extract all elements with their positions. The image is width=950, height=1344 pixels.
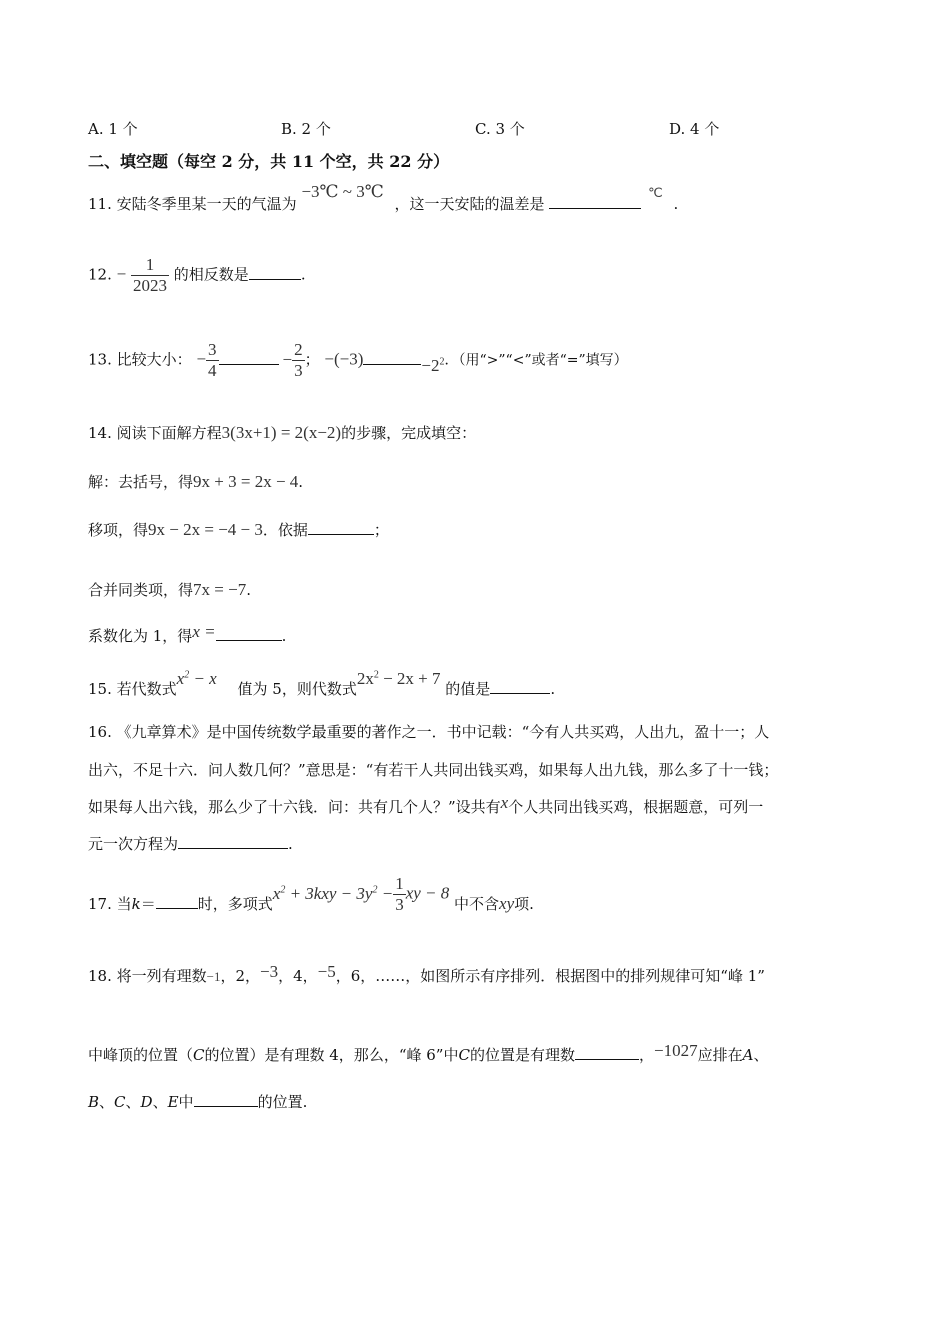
q12-end: . [300, 265, 306, 284]
q18-letter-d: D [140, 1093, 153, 1111]
q14-step2-end: ； [373, 521, 389, 539]
q13-separator: ； [304, 350, 320, 369]
q13-expression-2 [421, 356, 444, 375]
q17-number: 17. [88, 894, 112, 913]
option-a: A. 1 个 [88, 120, 138, 138]
q13-frac1-denominator: 4 [208, 361, 217, 380]
question-15 [88, 665, 555, 697]
q13-frac1-numerator: 3 [208, 340, 217, 359]
q17-poly-minus: − [377, 883, 394, 903]
q13-answer-blank-2[interactable] [363, 350, 421, 365]
q14-step1-equation: 9x + 3 = 2x − 4 [193, 472, 299, 491]
q14-step4-end: . [281, 627, 287, 645]
q17-equals: ＝ [140, 894, 156, 913]
question-13 [88, 340, 628, 386]
q18-line2-c: 的位置是有理数 [469, 1046, 575, 1064]
q16-equation-blank[interactable] [178, 834, 288, 849]
q18-letter-e: E [167, 1093, 179, 1111]
q17-poly-exp-1: 2 [280, 883, 286, 895]
q18-letter-a: A [742, 1046, 754, 1064]
q17-variable-k: k [131, 894, 141, 913]
q15-expression-1 [177, 669, 217, 688]
q16-line-1: 16. 《九章算术》是中国传统数学最重要的著作之一．书中记载：“今有人共买鸡，人出九，盈十一；人 [88, 723, 770, 741]
q18-line2-e: 应排在 [697, 1046, 743, 1064]
q11-end: . [673, 195, 679, 213]
q11-number: 11. [88, 195, 112, 213]
q13-expr2-exponent: 2 [439, 355, 445, 367]
q16-line-3 [88, 793, 764, 817]
q18-line-2 [88, 1041, 769, 1065]
q17-poly-exp-2: 2 [372, 883, 378, 895]
q14-step-4 [88, 622, 287, 646]
q17-text-1: 当 [116, 894, 132, 913]
q14-step3-end: . [246, 581, 251, 599]
q17-text-3: 中不含 [454, 894, 500, 913]
q12-fraction [131, 255, 169, 296]
q12-text: 的相反数是 [173, 265, 249, 284]
q14-text-1: 阅读下面解方程 [116, 424, 222, 442]
q13-note: ．（用“>”“<”或者“=”填写） [444, 352, 628, 369]
q13-fraction-2 [292, 340, 305, 381]
q15-expr2-exponent: 2 [373, 669, 379, 680]
q14-equation: 3(3x+1) = 2(x−2) [221, 423, 342, 442]
q14-step-3 [88, 580, 251, 600]
q18-line1-b: ，2， [220, 967, 261, 985]
q18-letter-c-1: C [193, 1046, 205, 1064]
q18-number-neg1: −1 [206, 969, 221, 984]
q13-expr2-base: −2 [421, 355, 440, 375]
q12-fraction-numerator: 1 [145, 255, 155, 274]
q14-step-2 [88, 520, 389, 540]
option-b: B. 2 个 [281, 120, 331, 138]
q17-answer-blank[interactable] [156, 894, 198, 909]
q15-expression-2 [357, 669, 441, 688]
q12-fraction-denominator: 2023 [133, 276, 168, 295]
q18-number-neg3: −3 [260, 962, 279, 981]
q18-peak6-blank[interactable] [575, 1045, 639, 1060]
q18-line3-mid: 中 [178, 1093, 194, 1111]
q18-position-blank[interactable] [194, 1092, 258, 1107]
question-12 [88, 255, 306, 301]
q18-line3-end: 的位置. [257, 1093, 308, 1111]
q14-step2-equation: 9x − 2x = −4 − 3 [148, 520, 263, 539]
q16-line-4 [88, 834, 293, 854]
q14-number: 14. [88, 424, 112, 442]
q18-sep-3: 、 [152, 1093, 168, 1111]
q15-expr1-rest: − x [189, 668, 217, 688]
q14-step2-mid: ．依据 [262, 521, 308, 539]
question-17 [88, 874, 534, 920]
q15-expr1-base: x [176, 668, 185, 688]
q15-expr2-base: 2x [356, 668, 374, 688]
q18-line2-f: 、 [753, 1046, 769, 1064]
q15-answer-blank[interactable] [490, 679, 550, 694]
question-11 [88, 182, 679, 226]
q14-step1-text: 解：去括号，得 [88, 473, 194, 491]
q14-step3-text: 合并同类项，得 [88, 581, 194, 599]
q18-line2-d: ， [638, 1046, 654, 1064]
q15-expr2-rest: − 2x + 7 [378, 668, 441, 688]
q16-line4-text: 元一次方程为 [88, 835, 179, 853]
q17-polynomial [273, 884, 393, 903]
q15-text-1: 若代数式 [116, 679, 177, 698]
q13-expression-1: −(−3) [324, 349, 364, 369]
option-c: C. 3 个 [475, 120, 525, 138]
q14-x-value-blank[interactable] [216, 626, 282, 641]
q15-text-2: 值为 5，则代数式 [237, 679, 357, 698]
q18-number-neg1027: −1027 [653, 1041, 698, 1060]
option-d: D. 4 个 [669, 120, 720, 138]
q14-step3-equation: 7x = −7 [193, 580, 247, 599]
q14-basis-blank[interactable] [308, 520, 374, 535]
q17-poly-x: x [272, 883, 281, 903]
q18-sep-1: 、 [99, 1093, 115, 1111]
q16-end: . [288, 835, 293, 853]
question-14 [88, 423, 476, 443]
q16-variable-x: x [500, 793, 509, 812]
q18-number-neg5: −5 [317, 962, 336, 981]
q14-step1-end: . [298, 473, 304, 491]
q14-step-1 [88, 472, 303, 492]
q13-frac1-sign: − [196, 349, 207, 369]
q17-xy: xy [499, 893, 515, 913]
q13-text: 比较大小： [116, 350, 192, 369]
q18-line1-c: ，4， [278, 967, 318, 985]
q16-line3-text-b: 个人共同出钱买鸡，根据题意，可列一 [508, 798, 764, 816]
q18-sep-2: 、 [125, 1093, 141, 1111]
q17-frac-numerator: 1 [395, 874, 404, 893]
q11-answer-blank[interactable] [549, 194, 641, 209]
q12-minus-sign: − [116, 264, 127, 284]
q16-line-2: 出六，不足十六．问人数几何？”意思是：“有若干人共同出钱买鸡，如果每人出九钱，那么多了十一钱； [88, 761, 779, 779]
section-title: 二、填空题（每空 2 分，共 11 个空，共 22 分） [88, 152, 450, 171]
q18-letter-c-2: C [458, 1046, 470, 1064]
q17-poly-mid: + 3kxy − 3y [285, 883, 373, 903]
q11-unit: ℃ [648, 185, 663, 200]
q15-text-3: 的值是 [445, 679, 491, 698]
q18-line1-a: 18. 将一列有理数 [88, 967, 207, 985]
q18-letter-c-3: C [114, 1093, 126, 1111]
q11-text-1: 安陆冬季里某一天的气温为 [116, 195, 297, 213]
q17-fraction [393, 874, 406, 915]
q17-frac-denominator: 3 [395, 895, 404, 914]
q13-answer-blank-1[interactable] [219, 350, 279, 365]
q18-line1-d: ，6，……，如图所示有序排列．根据图中的排列规律可知“峰 1” [335, 967, 765, 985]
q18-line-3 [88, 1092, 307, 1112]
q14-text-2: 的步骤，完成填空： [341, 424, 477, 442]
q11-temperature-range: −3℃ ~ 3℃ [301, 182, 384, 201]
q13-number: 13. [88, 350, 112, 369]
q17-text-2: 时，多项式 [197, 894, 273, 913]
q11-text-2: ，这一天安陆的温差是 [394, 195, 545, 213]
q17-text-4: 项. [514, 894, 534, 913]
q18-line2-b: 的位置）是有理数 4，那么，“峰 6”中 [204, 1046, 459, 1064]
q18-line2-a: 中峰顶的位置（ [88, 1046, 194, 1064]
q18-letter-b: B [88, 1093, 100, 1111]
q14-step2-text: 移项，得 [88, 521, 149, 539]
q13-frac2-sign: − [282, 349, 293, 369]
q13-fraction-1 [206, 340, 219, 381]
q15-end: . [550, 679, 556, 698]
q12-answer-blank[interactable] [249, 265, 301, 280]
q13-frac2-denominator: 3 [294, 361, 303, 380]
q16-line3-text-a: 如果每人出六钱，那么少了十六钱．问：共有几个人？”设共有 [88, 798, 501, 816]
q12-number: 12. [88, 265, 112, 284]
q14-step4-equation: x = [192, 622, 216, 641]
q14-step4-text: 系数化为 1，得 [88, 627, 193, 645]
q15-number: 15. [88, 679, 112, 698]
q17-poly-end: xy − 8 [405, 883, 450, 903]
q15-expr1-exponent: 2 [184, 669, 190, 680]
q18-line-1 [88, 962, 765, 987]
q13-frac2-numerator: 2 [294, 340, 303, 359]
